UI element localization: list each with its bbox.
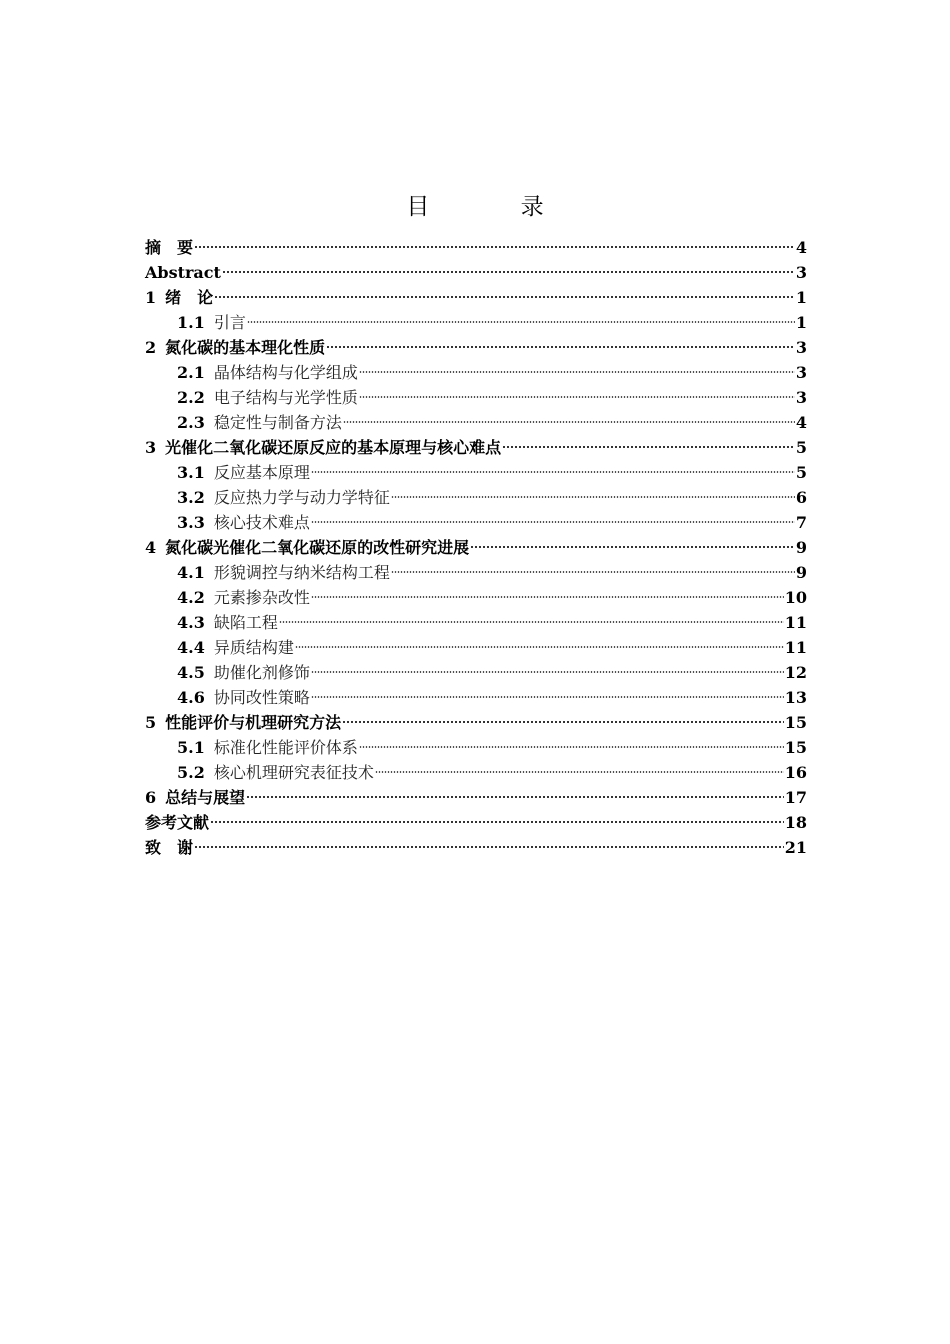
toc-entry-page: 15 — [784, 713, 807, 732]
dot-leader — [311, 470, 795, 474]
toc-entry-page: 3 — [795, 388, 807, 407]
toc-entry-page: 1 — [795, 288, 807, 307]
dot-leader — [311, 520, 795, 524]
toc-entry-page: 12 — [784, 663, 807, 682]
toc-entry[interactable] — [145, 735, 807, 760]
toc-entry-number: 5.2 — [177, 763, 205, 782]
toc-entry-label: 标准化性能评价体系 — [213, 738, 358, 757]
toc-entry-page: 1 — [795, 313, 807, 332]
dot-leader — [311, 595, 784, 599]
toc-entry-number: 4.5 — [177, 663, 205, 682]
toc-entry[interactable] — [145, 510, 807, 535]
toc-entry-label: 晶体结构与化学组成 — [213, 363, 358, 382]
table-of-contents — [145, 235, 807, 860]
toc-entry[interactable] — [145, 660, 807, 685]
toc-entry-page: 11 — [784, 638, 807, 657]
toc-entry-number: 4.3 — [177, 613, 205, 632]
toc-entry[interactable] — [145, 460, 807, 485]
toc-entry-label: 绪 论 — [165, 288, 214, 307]
toc-entry-label: 致 谢 — [145, 838, 194, 857]
dot-leader — [502, 445, 795, 449]
toc-title: 目 录 — [406, 194, 586, 220]
toc-entry-number: 5 — [145, 713, 157, 732]
toc-entry-page: 9 — [795, 538, 807, 557]
toc-entry-label: 核心机理研究表征技术 — [213, 763, 374, 782]
toc-entry[interactable] — [145, 260, 807, 285]
toc-entry[interactable] — [145, 810, 807, 835]
toc-entry-page: 5 — [795, 438, 807, 457]
toc-entry-page: 17 — [784, 788, 807, 807]
toc-entry-page: 16 — [784, 763, 807, 782]
dot-leader — [194, 845, 784, 849]
toc-entry[interactable] — [145, 535, 807, 560]
toc-entry-page: 3 — [795, 263, 807, 282]
toc-entry-number: 3.2 — [177, 488, 205, 507]
toc-entry-page: 9 — [795, 563, 807, 582]
toc-entry-label: 助催化剂修饰 — [213, 663, 310, 682]
dot-leader — [343, 420, 795, 424]
toc-entry-label: 引言 — [213, 313, 246, 332]
toc-entry-label: 核心技术难点 — [213, 513, 310, 532]
dot-leader — [359, 395, 795, 399]
toc-entry-page: 13 — [784, 688, 807, 707]
dot-leader — [375, 770, 784, 774]
toc-entry-number: 3.1 — [177, 463, 205, 482]
toc-entry[interactable] — [145, 235, 807, 260]
dot-leader — [391, 495, 795, 499]
toc-entry-label: 电子结构与光学性质 — [213, 388, 358, 407]
toc-entry-label: 参考文献 — [145, 813, 210, 832]
toc-entry-label: 稳定性与制备方法 — [213, 413, 342, 432]
toc-entry[interactable] — [145, 785, 807, 810]
toc-entry[interactable] — [145, 685, 807, 710]
toc-entry-page: 11 — [784, 613, 807, 632]
toc-entry-page: 5 — [795, 463, 807, 482]
toc-entry[interactable] — [145, 385, 807, 410]
dot-leader — [210, 820, 784, 824]
toc-entry-label: 氮化碳光催化二氧化碳还原的改性研究进展 — [165, 538, 470, 557]
dot-leader — [247, 320, 795, 324]
dot-leader — [311, 695, 784, 699]
toc-entry-number: 3 — [145, 438, 157, 457]
toc-entry-page: 7 — [795, 513, 807, 532]
toc-entry[interactable] — [145, 485, 807, 510]
dot-leader — [246, 795, 784, 799]
dot-leader — [470, 545, 795, 549]
toc-entry-page: 15 — [784, 738, 807, 757]
toc-entry-number: 4.1 — [177, 563, 205, 582]
dot-leader — [295, 645, 784, 649]
toc-entry-label: 摘 要 — [145, 238, 194, 257]
toc-entry-label: 异质结构建 — [213, 638, 294, 657]
toc-entry[interactable] — [145, 710, 807, 735]
toc-entry-label: 元素掺杂改性 — [213, 588, 310, 607]
toc-entry[interactable] — [145, 610, 807, 635]
toc-entry-page: 4 — [795, 238, 807, 257]
dot-leader — [359, 745, 784, 749]
toc-entry[interactable] — [145, 360, 807, 385]
toc-entry-number: 5.1 — [177, 738, 205, 757]
toc-entry[interactable] — [145, 760, 807, 785]
dot-leader — [214, 295, 795, 299]
toc-entry-page: 6 — [795, 488, 807, 507]
toc-entry-page: 21 — [784, 838, 807, 857]
toc-entry-number: 2.2 — [177, 388, 205, 407]
dot-leader — [222, 270, 795, 274]
toc-entry-label: 协同改性策略 — [213, 688, 310, 707]
dot-leader — [391, 570, 795, 574]
dot-leader — [359, 370, 795, 374]
toc-entry-label: Abstract — [145, 263, 221, 282]
toc-entry-page: 18 — [784, 813, 807, 832]
toc-entry-number: 2 — [145, 338, 157, 357]
toc-entry-page: 3 — [795, 338, 807, 357]
toc-entry-label: 总结与展望 — [165, 788, 246, 807]
toc-entry-number: 2.3 — [177, 413, 205, 432]
toc-entry-number: 4 — [145, 538, 157, 557]
toc-entry-number: 1 — [145, 288, 157, 307]
toc-entry-number: 4.2 — [177, 588, 205, 607]
toc-entry-label: 性能评价与机理研究方法 — [165, 713, 342, 732]
toc-entry[interactable] — [145, 410, 807, 435]
toc-entry-page: 10 — [784, 588, 807, 607]
toc-entry-label: 缺陷工程 — [213, 613, 278, 632]
dot-leader — [279, 620, 784, 624]
toc-entry-number: 2.1 — [177, 363, 205, 382]
dot-leader — [311, 670, 784, 674]
toc-entry[interactable] — [145, 310, 807, 335]
dot-leader — [326, 345, 795, 349]
toc-entry[interactable] — [145, 635, 807, 660]
toc-entry[interactable] — [145, 285, 807, 310]
dot-leader — [342, 720, 784, 724]
toc-entry[interactable] — [145, 585, 807, 610]
toc-entry-page: 4 — [795, 413, 807, 432]
toc-entry[interactable] — [145, 560, 807, 585]
toc-entry-number: 4.4 — [177, 638, 205, 657]
toc-entry-label: 反应基本原理 — [213, 463, 310, 482]
toc-entry[interactable] — [145, 835, 807, 860]
toc-entry-label: 反应热力学与动力学特征 — [213, 488, 390, 507]
dot-leader — [194, 245, 795, 249]
toc-entry[interactable] — [145, 335, 807, 360]
toc-entry[interactable] — [145, 435, 807, 460]
toc-entry-number: 1.1 — [177, 313, 205, 332]
toc-entry-label: 形貌调控与纳米结构工程 — [213, 563, 390, 582]
toc-entry-page: 3 — [795, 363, 807, 382]
toc-entry-label: 光催化二氧化碳还原反应的基本原理与核心难点 — [165, 438, 502, 457]
toc-entry-number: 6 — [145, 788, 157, 807]
toc-entry-label: 氮化碳的基本理化性质 — [165, 338, 326, 357]
toc-entry-number: 4.6 — [177, 688, 205, 707]
toc-entry-number: 3.3 — [177, 513, 205, 532]
